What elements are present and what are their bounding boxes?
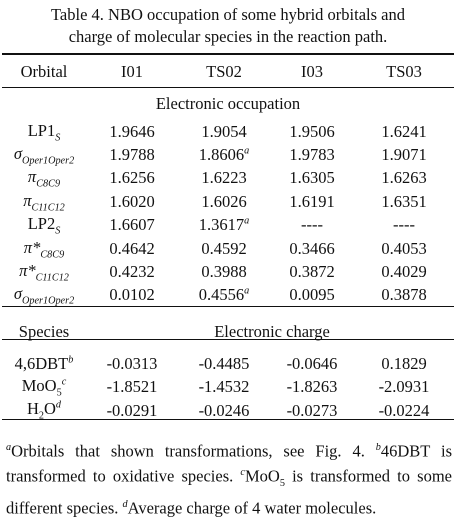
table-cell: -0.0246 — [198, 400, 250, 420]
footnotes — [6, 437, 452, 519]
table-cell — [176, 190, 272, 213]
table-cell: -0.0273 — [286, 400, 338, 420]
cell-value: 0.4053 — [381, 238, 427, 258]
footnote-mark: b — [68, 354, 74, 366]
orbital-symbol: LP1 — [27, 120, 56, 140]
orbital-label — [0, 284, 88, 307]
table-cell — [88, 260, 176, 283]
caption-line-1: Table 4. NBO occupation of some hybrid orbitals and — [51, 5, 405, 24]
species-name — [0, 376, 88, 399]
footnote-d-mark: d — [122, 499, 128, 511]
orbital-symbol: π* — [23, 237, 41, 257]
cell-value: 1.6256 — [109, 168, 155, 188]
table-cell — [88, 214, 176, 237]
table-cell — [176, 284, 272, 307]
cell-value: 1.6241 — [381, 121, 427, 141]
cell-value: 0.3878 — [381, 285, 427, 305]
footnote-mark: a — [244, 145, 250, 157]
orbital-label — [0, 120, 88, 143]
top-rule — [2, 53, 454, 55]
orbital-subscript: Oper1Oper2 — [21, 295, 75, 307]
cell-value: 1.8606 — [198, 145, 245, 165]
table-cell: -1.8521 — [106, 377, 158, 397]
table-cell — [272, 284, 352, 307]
table-row — [0, 284, 456, 307]
occupation-header: Electronic occupation — [155, 94, 301, 113]
table-row — [0, 167, 456, 190]
table-cell: -1.4532 — [198, 377, 250, 397]
table-cell — [176, 167, 272, 190]
cell-value: 1.9506 — [289, 121, 335, 141]
table-cell: 0.1829 — [381, 353, 427, 373]
species-name — [0, 399, 88, 422]
cell-value: 0.3988 — [201, 262, 247, 282]
table-cell — [272, 190, 352, 213]
cell-value: ---- — [301, 215, 323, 235]
table-row — [0, 120, 456, 143]
table-cell — [176, 237, 272, 260]
orbital-symbol: π — [23, 190, 32, 210]
table-cell — [352, 167, 456, 190]
footnote-c-mark: c — [240, 466, 245, 478]
footnote-mark: a — [244, 215, 250, 227]
table-caption — [0, 4, 456, 48]
species-formula-tail: O — [44, 399, 56, 419]
table-row — [0, 352, 456, 375]
cell-value: 0.3872 — [289, 262, 335, 282]
header-row — [0, 56, 456, 88]
column-header: TS02 — [206, 62, 242, 81]
table-cell — [272, 120, 352, 143]
orbital-subscript: C11C12 — [31, 202, 65, 214]
table-cell — [176, 143, 272, 166]
table-row — [0, 376, 456, 399]
species-label: Species — [18, 322, 70, 342]
cell-value: 0.3466 — [289, 238, 335, 258]
cell-value: 1.6026 — [201, 191, 247, 211]
cell-value: 1.9783 — [289, 145, 335, 165]
charge-header: Electronic charge — [214, 322, 330, 342]
cell-value: 1.9071 — [381, 145, 427, 165]
footnote-mark: d — [55, 399, 62, 411]
table-cell — [352, 284, 456, 307]
cell-value: 1.6191 — [289, 191, 335, 211]
table-cell — [272, 143, 352, 166]
cell-value: 1.9788 — [109, 145, 155, 165]
footnote-mark: a — [244, 285, 250, 297]
cell-value: ---- — [393, 215, 415, 235]
species-formula: 4,6DBT — [14, 353, 69, 373]
cell-value: 1.6263 — [381, 168, 427, 188]
table-cell — [272, 167, 352, 190]
footnote-a-mark: a — [6, 442, 12, 453]
table-cell — [88, 284, 176, 307]
table-cell: -0.0291 — [106, 400, 158, 420]
cell-value: 1.6351 — [381, 191, 427, 211]
cell-value: 1.3617 — [198, 215, 245, 235]
table-cell — [176, 120, 272, 143]
table-cell — [88, 167, 176, 190]
cell-value: 0.0102 — [109, 285, 155, 305]
cell-value: 1.9646 — [109, 121, 155, 141]
table-cell — [176, 214, 272, 237]
table-row — [0, 143, 456, 166]
cell-value: 0.4029 — [381, 262, 427, 282]
footnote-mark: c — [61, 376, 67, 388]
species-subscript: 5 — [56, 387, 62, 399]
cell-value: 1.6020 — [109, 191, 155, 211]
table-cell: -1.8263 — [286, 377, 338, 397]
orbital-symbol: σ — [13, 284, 22, 304]
table-cell — [352, 190, 456, 213]
caption-line-2: charge of molecular species in the reaction path. — [68, 27, 388, 46]
orbital-subscript: S — [55, 131, 61, 143]
cell-value: 0.4556 — [198, 285, 245, 305]
table-row — [0, 260, 456, 283]
table-cell — [352, 120, 456, 143]
column-header: I01 — [121, 62, 143, 81]
table-cell: -2.0931 — [378, 377, 430, 397]
table-cell — [272, 237, 352, 260]
nbo-table — [0, 56, 456, 422]
spacer-cell — [0, 307, 456, 316]
species-formula: MoO — [21, 376, 57, 396]
table-row — [0, 190, 456, 213]
footnote-c-sub: 5 — [279, 477, 285, 489]
table-cell — [352, 260, 456, 283]
cell-value: 1.9054 — [201, 121, 247, 141]
column-header: Orbital — [20, 62, 68, 81]
table-cell — [352, 237, 456, 260]
footnote-a: Orbitals that shown transformations, see Fig. 4. — [11, 441, 365, 461]
species-formula: H — [26, 399, 39, 419]
orbital-symbol: σ — [13, 143, 22, 163]
table-cell — [352, 143, 456, 166]
table-cell — [272, 214, 352, 237]
orbital-label — [0, 190, 88, 213]
table-cell — [88, 120, 176, 143]
table-cell: -0.4485 — [198, 353, 250, 373]
occupation-section-row — [0, 88, 456, 120]
cell-value: 1.6607 — [109, 215, 155, 235]
orbital-subscript: S — [55, 225, 61, 237]
cell-value: 1.6223 — [201, 168, 247, 188]
table-cell — [352, 214, 456, 237]
footnote-c: is transformed to some different species. — [6, 466, 452, 518]
orbital-label — [0, 237, 88, 260]
table-cell: -0.0224 — [378, 400, 430, 420]
table-cell — [272, 260, 352, 283]
orbital-label — [0, 167, 88, 190]
species-name — [0, 352, 88, 375]
spacer-row — [0, 307, 456, 316]
orbital-subscript: Oper1Oper2 — [21, 155, 75, 167]
orbital-subscript: C11C12 — [35, 272, 69, 284]
table-row — [0, 214, 456, 237]
table-cell — [88, 143, 176, 166]
table-row — [0, 237, 456, 260]
column-header: TS03 — [386, 62, 422, 81]
footnote-d: Average charge of 4 water molecules. — [127, 498, 377, 518]
footnote-c-species: MoO — [244, 466, 280, 486]
footnote-b-mark: b — [375, 442, 381, 453]
table-cell: -0.0313 — [106, 353, 158, 373]
table-cell — [176, 260, 272, 283]
cell-value: 0.4642 — [109, 238, 155, 258]
cell-value: 0.4232 — [109, 262, 155, 282]
orbital-subscript: C8C9 — [40, 248, 65, 260]
footnote-b: 46DBT is transformed to oxidative species. — [6, 441, 452, 486]
orbital-label — [0, 143, 88, 166]
charge-section-row — [0, 316, 456, 348]
orbital-symbol: LP2 — [27, 214, 56, 234]
orbital-subscript: C8C9 — [36, 178, 61, 190]
table-cell: -0.0646 — [286, 353, 338, 373]
species-subscript: 2 — [38, 410, 44, 422]
table-cell — [88, 237, 176, 260]
table-row — [0, 399, 456, 422]
cell-value: 0.0095 — [289, 285, 335, 305]
orbital-symbol: π* — [19, 260, 36, 280]
cell-value: 0.4592 — [201, 238, 247, 258]
column-header: I03 — [301, 62, 323, 81]
orbital-label — [0, 214, 88, 237]
table-cell — [88, 190, 176, 213]
orbital-symbol: π — [27, 167, 37, 187]
orbital-label — [0, 260, 88, 283]
cell-value: 1.6305 — [289, 168, 335, 188]
